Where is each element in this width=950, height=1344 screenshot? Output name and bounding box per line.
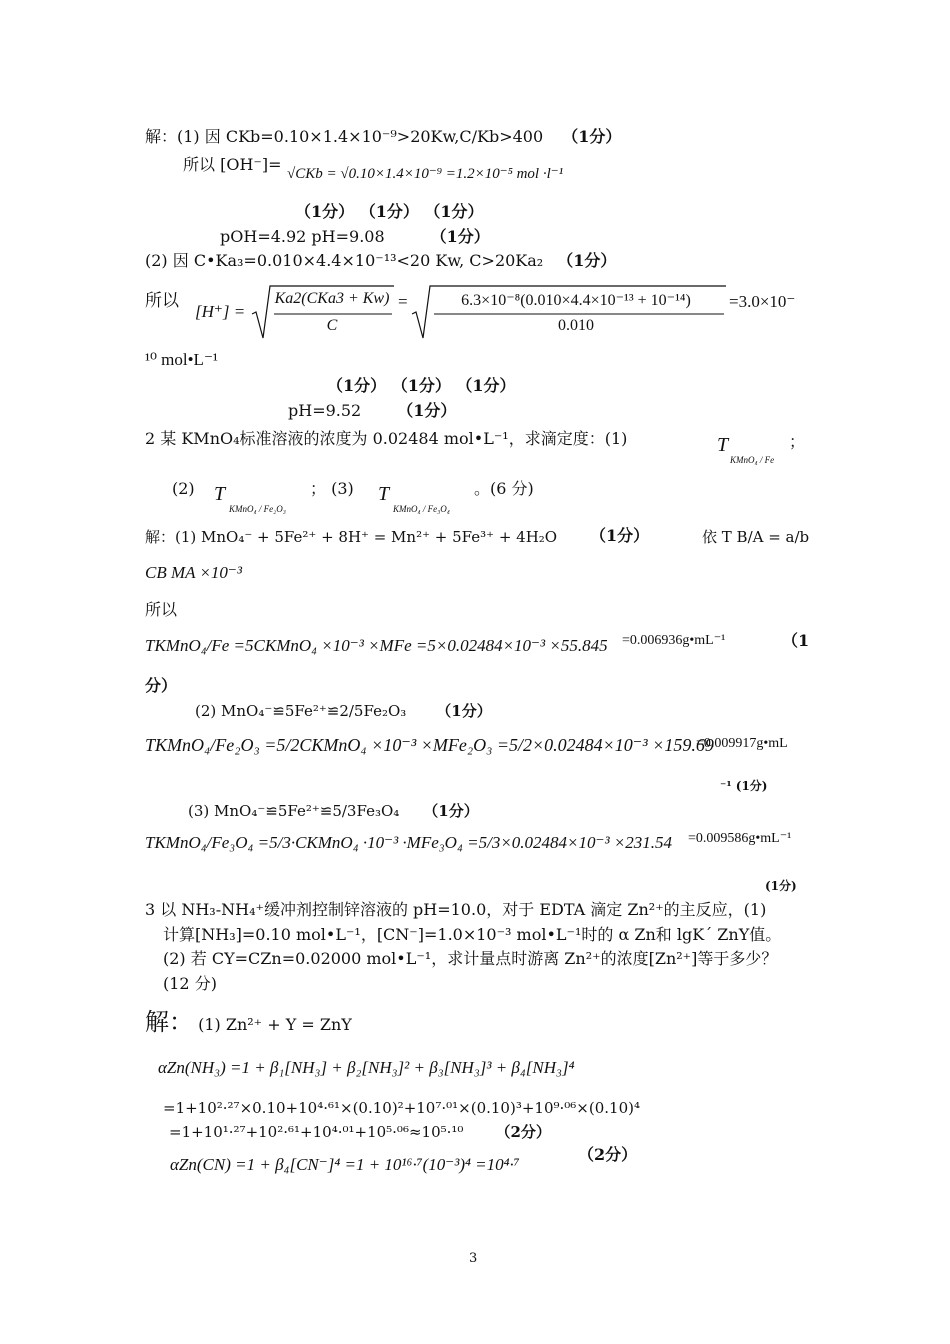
p2-sol-rule: 依 T B/A = a/b <box>702 528 810 546</box>
p1-scores-b: （1分） （1分） （1分） <box>327 376 516 395</box>
p2-t1: T <box>717 434 729 456</box>
p1-oh-label: 所以 [OH⁻]= <box>183 155 282 174</box>
p2-sol-fe2o3-value: =0.009917g•mL <box>696 736 788 751</box>
p1-frac1-den: C <box>326 317 338 334</box>
p2-sol-fe-formula: TKMnO₄/Fe =5CKMnO₄ ×10⁻³ ×MFe =5×0.02484×10⁻³ ×55.845 <box>145 636 608 655</box>
p1-h-label: [H⁺] = <box>195 302 246 321</box>
p3-sol-alpha-nh3: αZn(NH₃) =1 + β₁[NH₃] + β₂[NH₃]² + β₃[NH₃]³ + β₄[NH₃]⁴ <box>158 1058 575 1077</box>
p2-sol-score1: （1分） <box>590 526 650 545</box>
p1-ph: pH=9.52 （1分） <box>288 401 457 420</box>
p3-sol-alpha-cn-score: （2分） <box>578 1145 638 1164</box>
p2-q2a: (2) <box>172 479 195 498</box>
p2-sol-fe2o3-formula: TKMnO₄/Fe₂O₃ =5/2CKMnO₄ ×10⁻³ ×MFe₂O₃ =5/2×0.02484×10⁻³ ×159.69 <box>145 735 714 755</box>
page-number: 3 <box>469 1251 478 1266</box>
p2-t1-sub: KMnO₄ / Fe <box>730 455 775 465</box>
p2-sol-suoyi: 所以 <box>145 600 178 619</box>
p1-frac1-num: Ka2(CKa3 + Kw) <box>274 290 390 307</box>
p2-sol-reaction: 解：(1) MnO₄⁻ + 5Fe²⁺ + 8H⁺ = Mn²⁺ + 5Fe³⁺ + 4H₂O <box>145 528 558 546</box>
p1-poh: pOH=4.92 pH=9.08 （1分） <box>220 227 490 246</box>
p2-sol-fe-score-end: 分） <box>145 676 178 695</box>
p2-sol-part3: (3) MnO₄⁻≌5Fe²⁺≌5/3Fe₃O₄ （1分） <box>188 802 479 820</box>
p2-t2-sub: KMnO₄ / Fe₂O₃ <box>229 504 286 514</box>
p3-question-line2: 计算[NH₃]=0.10 mol•L⁻¹，[CN⁻]=1.0×10⁻³ mol•L⁻¹时的 α Zn和 lgK´ ZnY值。 <box>163 925 782 944</box>
p2-q1-end: ； <box>789 432 806 451</box>
p3-sol-expand2: =1+10¹·²⁷+10²·⁶¹+10⁴·⁰¹+10⁵·⁰⁶≈10⁵·¹⁰ （2分） <box>169 1123 551 1141</box>
p1-eq: = <box>398 292 408 311</box>
p2-q2c: 。(6 分) <box>474 479 534 498</box>
p3-question-line4: (12 分) <box>163 974 217 993</box>
p2-sol-fe2o3-score: ⁻¹ (1分) <box>720 779 768 793</box>
p1-oh-formula: √CKb = √0.10×1.4×10⁻⁹ =1.2×10⁻⁵ mol ·l⁻¹ <box>287 166 564 182</box>
p1-h-result: =3.0×10⁻ <box>729 292 796 311</box>
p1-scores-a: （1分） （1分） （1分） <box>295 202 484 221</box>
p1-part2: (2) 因 C•Ka₃=0.010×4.4×10⁻¹³<20 Kw, C>20Ka₂ （1分） <box>145 251 617 270</box>
p3-question-line1: 3 以 NH₃-NH₄⁺缓冲剂控制锌溶液的 pH=10.0，对于 EDTA 滴定 Zn²⁺的主反应，(1) <box>145 900 767 919</box>
p3-sol-expand1: =1+10²·²⁷×0.10+10⁴·⁶¹×(0.10)²+10⁷·⁰¹×(0.10)³+10⁹·⁰⁶×(0.10)⁴ <box>163 1099 640 1117</box>
p2-sol-cbma: CB MA ×10⁻³ <box>145 563 243 582</box>
p1-frac2-den: 0.010 <box>558 317 594 334</box>
p2-sol-part2: (2) MnO₄⁻≌5Fe²⁺≌2/5Fe₂O₃ （1分） <box>195 702 492 720</box>
p1-h-unit: ¹⁰ mol•L⁻¹ <box>145 350 219 369</box>
p2-question-line1: 2 某 KMnO₄标准溶液的浓度为 0.02484 mol•L⁻¹，求滴定度：(1) <box>145 429 628 448</box>
p3-sol-alpha-cn: αZn(CN) =1 + β₄[CN⁻]⁴ =1 + 10¹⁶·⁷(10⁻³)⁴ =10⁴·⁷ <box>170 1155 520 1174</box>
p2-sol-fe3o4-value: =0.009586g•mL⁻¹ <box>688 831 792 846</box>
p2-sol-fe3o4-score: (1分) <box>765 879 797 893</box>
p2-sol-fe-score: （1 <box>782 631 810 650</box>
p2-t3: T <box>378 483 390 505</box>
p1-line1: 解：(1) 因 CKb=0.10×1.4×10⁻⁹>20Kw,C/Kb>400 （1分） <box>145 127 622 146</box>
p2-q2b: ； (3) <box>310 479 354 498</box>
p1-suoyi: 所以 <box>145 291 179 311</box>
p3-sol-line1: 解： (1) Zn²⁺ + Y = ZnY <box>145 1008 352 1036</box>
p2-t3-sub: KMnO₄ / Fe₃O₄ <box>393 504 450 514</box>
p1-frac2-num: 6.3×10⁻⁸(0.010×4.4×10⁻¹³ + 10⁻¹⁴) <box>461 292 691 309</box>
p2-t2: T <box>214 483 226 505</box>
p2-sol-fe-value: =0.006936g•mL⁻¹ <box>622 633 726 648</box>
p3-question-line3: (2) 若 CY=CZn=0.02000 mol•L⁻¹，求计量点时游离 Zn²⁺的浓度[Zn²⁺]等于多少？ <box>163 949 778 968</box>
p2-sol-fe3o4-formula: TKMnO₄/Fe₃O₄ =5/3·CKMnO₄ ·10⁻³ ·MFe₃O₄ =5/3×0.02484×10⁻³ ×231.54 <box>145 833 673 852</box>
